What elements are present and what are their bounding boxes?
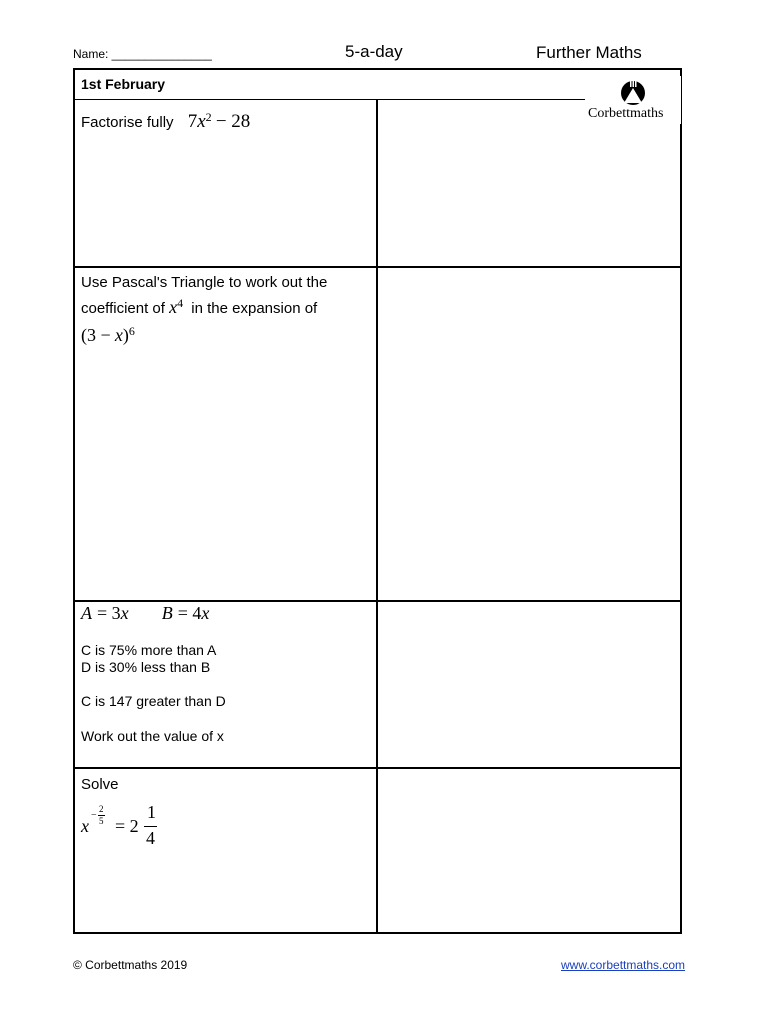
question-3-task: Work out the value of x bbox=[81, 728, 224, 744]
worksheet-date: 1st February bbox=[81, 76, 166, 92]
subject-title: Further Maths bbox=[536, 43, 642, 62]
question-3-line-cd: C is 147 greater than D bbox=[81, 693, 226, 709]
column-divider bbox=[376, 100, 378, 934]
row-divider bbox=[73, 600, 682, 602]
name-field-label: Name: _______________ bbox=[73, 47, 212, 61]
question-1-intro: Factorise fully bbox=[81, 114, 174, 131]
logo-text: Corbettmaths bbox=[588, 106, 664, 121]
question-4-intro: Solve bbox=[81, 776, 119, 793]
row-divider bbox=[73, 266, 682, 268]
website-link[interactable]: www.corbettmaths.com bbox=[561, 958, 686, 972]
question-1-exponent: 2 bbox=[205, 110, 212, 124]
question-3-line-c: C is 75% more than A bbox=[81, 642, 217, 658]
footer-copyright: © Corbettmaths 2019 bbox=[73, 958, 188, 972]
question-2-expansion: $(3 - x)^6$ bbox=[81, 324, 135, 345]
question-2-exponent: 4 bbox=[177, 296, 184, 310]
question-2 bbox=[81, 273, 327, 347]
row-divider bbox=[73, 767, 682, 769]
question-2-line-1: Use Pascal's Triangle to work out the bbox=[81, 274, 328, 291]
question-1-constant: − 28 bbox=[215, 111, 251, 132]
question-3-definitions: A = 3x B = 4x bbox=[81, 603, 210, 623]
question-1 bbox=[81, 107, 250, 133]
page-title: 5-a-day bbox=[345, 42, 403, 61]
question-1-variable: x bbox=[197, 111, 206, 132]
worksheet-grid bbox=[73, 68, 682, 934]
question-1-coefficient: 7 bbox=[187, 111, 198, 132]
question-2-variable: x bbox=[169, 297, 178, 317]
question-3-line-d: D is 30% less than B bbox=[81, 659, 211, 675]
question-2-line-2: coefficient of $x^4$ in the expansion of bbox=[81, 296, 318, 317]
